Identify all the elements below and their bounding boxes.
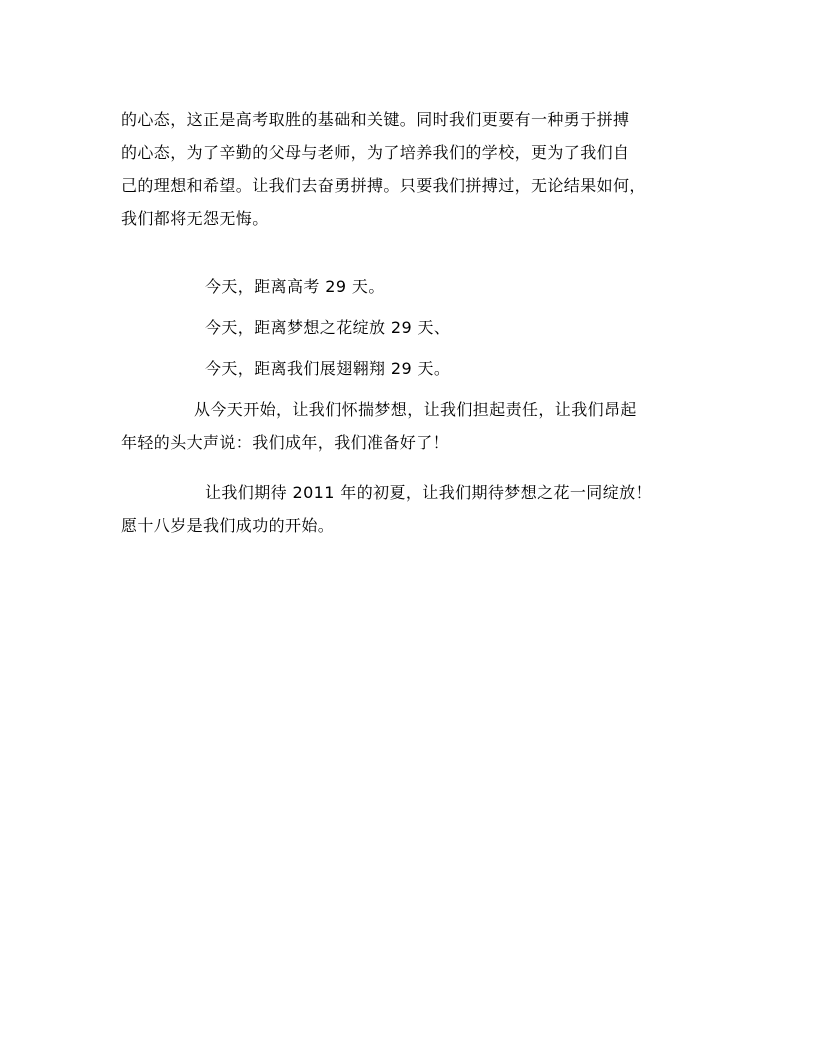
text-line: 的心态，这正是高考取胜的基础和关键。同时我们更要有一种勇于拼搏 <box>121 110 630 129</box>
paragraph-countdown-soar <box>205 352 785 385</box>
paragraph-countdown-dream <box>205 311 785 344</box>
text-line: 今天，距离高考 29 天。 <box>205 277 385 296</box>
paragraph-expectation <box>121 476 701 542</box>
text-line: 从今天开始，让我们怀揣梦想，让我们担起责任，让我们昂起 <box>194 400 637 419</box>
text-line: 的心态，为了辛勤的父母与老师，为了培养我们的学校，更为了我们自 <box>121 143 630 162</box>
paragraph-mindset <box>121 103 701 235</box>
paragraph-countdown-exam <box>205 270 785 303</box>
text-line: 愿十八岁是我们成功的开始。 <box>121 516 335 535</box>
text-line: 己的理想和希望。让我们去奋勇拼搏。只要我们拼搏过，无论结果如何， <box>121 176 646 195</box>
text-line: 让我们期待 2011 年的初夏，让我们期待梦想之花一同绽放！ <box>205 483 652 502</box>
text-line: 今天，距离我们展翅翱翔 29 天。 <box>205 359 451 378</box>
text-line: 今天，距离梦想之花绽放 29 天、 <box>205 318 451 337</box>
text-line: 年轻的头大声说：我们成年，我们准备好了！ <box>121 433 450 452</box>
paragraph-from-today <box>121 393 701 459</box>
text-line: 我们都将无怨无悔。 <box>121 209 269 228</box>
